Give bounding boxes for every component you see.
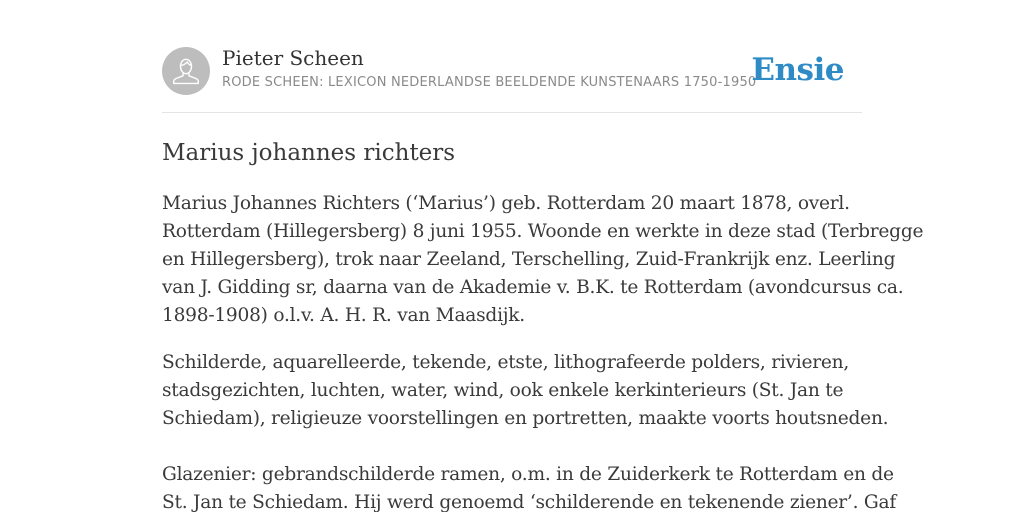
paragraph-line: Glazenier: gebrandschilderde ramen, o.m. in de Zuiderkerk te Rotterdam en de — [162, 464, 894, 485]
paragraph-line: en Hillegersberg), trok naar Zeeland, Terschelling, Zuid-Frankrijk enz. Leerling — [162, 249, 896, 270]
article-page — [162, 0, 924, 512]
article-header — [162, 0, 862, 113]
paragraph-line: Rotterdam (Hillegersberg) 8 juni 1955. Woonde en werkte in deze stad (Terbregge — [162, 221, 924, 242]
paragraph — [162, 461, 896, 512]
user-avatar-icon — [162, 47, 210, 95]
paragraph — [162, 349, 889, 433]
paragraph-line: 1898-1908) o.l.v. A. H. R. van Maasdijk. — [162, 305, 525, 326]
paragraph-line: Marius Johannes Richters (‘Marius’) geb. Rotterdam 20 maart 1878, overl. — [162, 193, 850, 214]
author-name-link[interactable]: Pieter Scheen — [222, 46, 364, 70]
source-title[interactable]: RODE SCHEEN: LEXICON NEDERLANDSE BEELDENDE KUNSTENAARS 1750-1950 — [222, 75, 757, 90]
paragraph-line: stadsgezichten, luchten, water, wind, ook enkele kerkinterieurs (St. Jan te — [162, 380, 844, 401]
article-body — [162, 190, 924, 512]
paragraph-line: Schiedam), religieuze voorstellingen en portretten, maakte voorts houtsneden. — [162, 408, 889, 429]
ensie-logo[interactable]: Ensie — [751, 52, 844, 88]
article-title: Marius johannes richters — [162, 140, 456, 166]
paragraph-line: St. Jan te Schiedam. Hij werd genoemd ‘schilderende en tekenende ziener’. Gaf — [162, 492, 896, 512]
paragraph-spacer — [162, 433, 867, 461]
paragraph-line: van J. Gidding sr, daarna van de Akademie v. B.K. te Rotterdam (avondcursus ca. — [162, 277, 904, 298]
paragraph — [162, 190, 924, 330]
paragraph-line: Schilderde, aquarelleerde, tekende, etste, lithografeerde polders, rivieren, — [162, 352, 850, 373]
user-avatar-icon[interactable] — [162, 47, 210, 95]
